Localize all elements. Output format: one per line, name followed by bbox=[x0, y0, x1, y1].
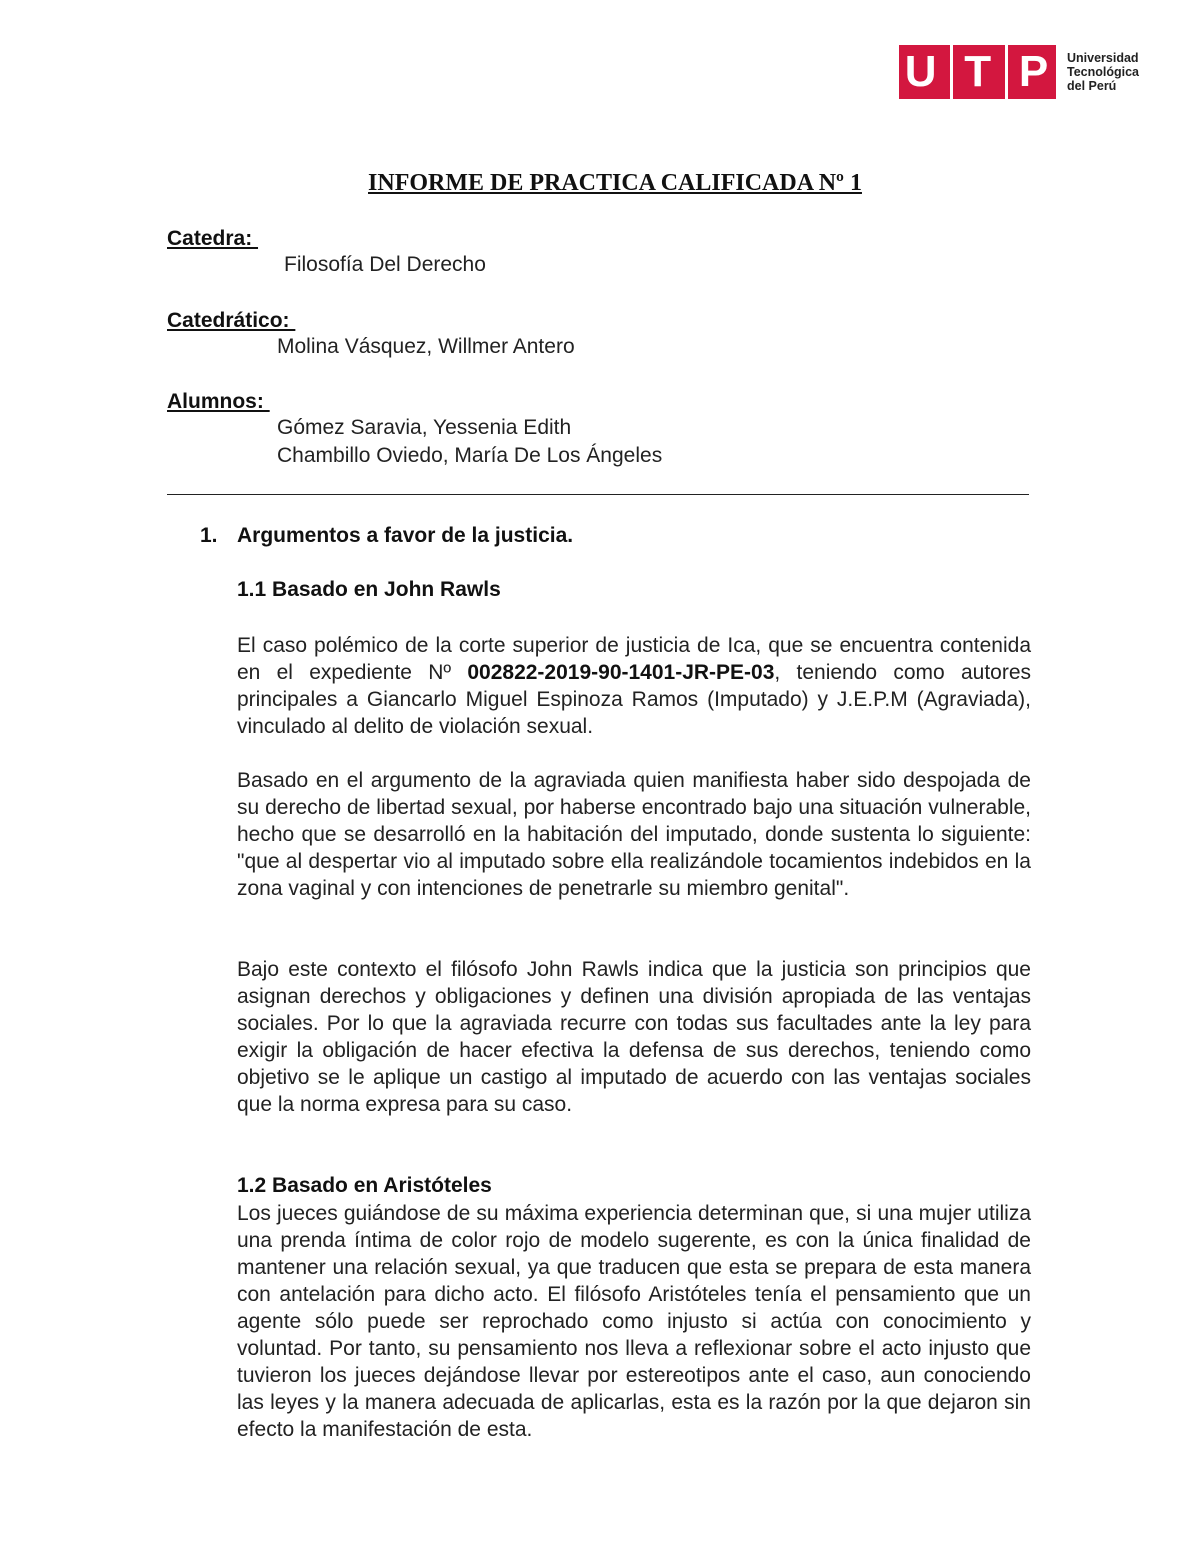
logo-text-line: del Perú bbox=[1067, 79, 1117, 93]
alumnos-label: Alumnos: bbox=[167, 390, 270, 413]
document-title: INFORME DE PRACTICA CALIFICADA Nº 1 bbox=[368, 170, 862, 196]
logo-letter-p: P bbox=[1018, 47, 1051, 96]
subsection-heading-rawls: 1.1 Basado en John Rawls bbox=[237, 578, 501, 601]
catedratico-value: Molina Vásquez, Willmer Antero bbox=[277, 335, 575, 358]
logo-separator bbox=[950, 45, 953, 99]
paragraph-case-text: El caso polémico de la corte superior de justicia de Ica, que se encuentra contenida en el expediente Nº bbox=[237, 634, 1031, 684]
utp-logo bbox=[899, 45, 1149, 99]
paragraph-case bbox=[237, 632, 1031, 740]
logo-text-line: Universidad bbox=[1067, 51, 1139, 65]
paragraph-aristoteles: Los jueces guiándose de su máxima experiencia determinan que, si una mujer utiliza una prenda íntima de color rojo de modelo sugerente, es con la única finalidad de mantener una relación sexual, ya que traducen que esta se prepara de esta manera con antelación para dicho acto. El filósofo Aristóteles tenía el pensamiento que un agente sólo puede ser reprochado como injusto si actúa con conocimiento y voluntad. Por tanto, su pensamiento nos lleva a reflexionar sobre el acto injusto que tuvieron los jueces dejándose llevar por estereotipos ante el caso, aun conociendo las leyes y la manera adecuada de aplicarlas, esta es la razón por la que dejaron sin efecto la manifestación de esta. bbox=[237, 1202, 1031, 1441]
alumno-1: Gómez Saravia, Yessenia Edith bbox=[277, 416, 572, 439]
logo-letter-u: U bbox=[904, 47, 939, 96]
paragraph-argument: Basado en el argumento de la agraviada quien manifiesta haber sido despojada de su derecho de libertad sexual, por haberse encontrado bajo una situación vulnerable, hecho que se desarrolló en la habitación del imputado, donde sustenta lo siguiente: "que al despertar vio al imputado sobre ella realizándole tocamientos indebidos en la zona vaginal y con intenciones de penetrarle su miembro genital". bbox=[237, 769, 1031, 900]
catedratico-label: Catedrático: bbox=[167, 309, 296, 332]
logo-separator bbox=[1005, 45, 1008, 99]
catedra-value: Filosofía Del Derecho bbox=[284, 253, 486, 276]
section-number: 1. bbox=[200, 524, 218, 547]
alumno-2: Chambillo Oviedo, María De Los Ángeles bbox=[277, 444, 663, 467]
logo-letter-t: T bbox=[964, 47, 994, 96]
paragraph-case-text: , teniendo como autores principales a Giancarlo Miguel Espinoza Ramos (Imputado) y J.E.P.M (Agraviada), vinculado al delito de violación sexual. bbox=[237, 661, 1032, 738]
horizontal-rule bbox=[167, 494, 1029, 495]
case-number: 002822-2019-90-1401-JR-PE-03 bbox=[467, 661, 775, 684]
logo-text-line: Tecnológica bbox=[1067, 65, 1140, 79]
logo-university-name bbox=[1067, 51, 1157, 93]
paragraph-rawls: Bajo este contexto el filósofo John Rawls indica que la justicia son principios que asignan derechos y obligaciones y definen una división apropiada de las ventajas sociales. Por lo que la agraviada recurre con todas sus facultades ante la ley para exigir la obligación de hacer efectiva la defensa de sus derechos, teniendo como objetivo se le aplique un castigo al imputado de acuerdo con las ventajas sociales que la norma expresa para su caso. bbox=[237, 958, 1031, 1116]
catedra-label: Catedra: bbox=[167, 227, 259, 250]
section-heading: Argumentos a favor de la justicia. bbox=[237, 524, 574, 547]
logo-letters bbox=[899, 45, 1056, 99]
subsection-heading-aristoteles: 1.2 Basado en Aristóteles bbox=[237, 1174, 492, 1197]
